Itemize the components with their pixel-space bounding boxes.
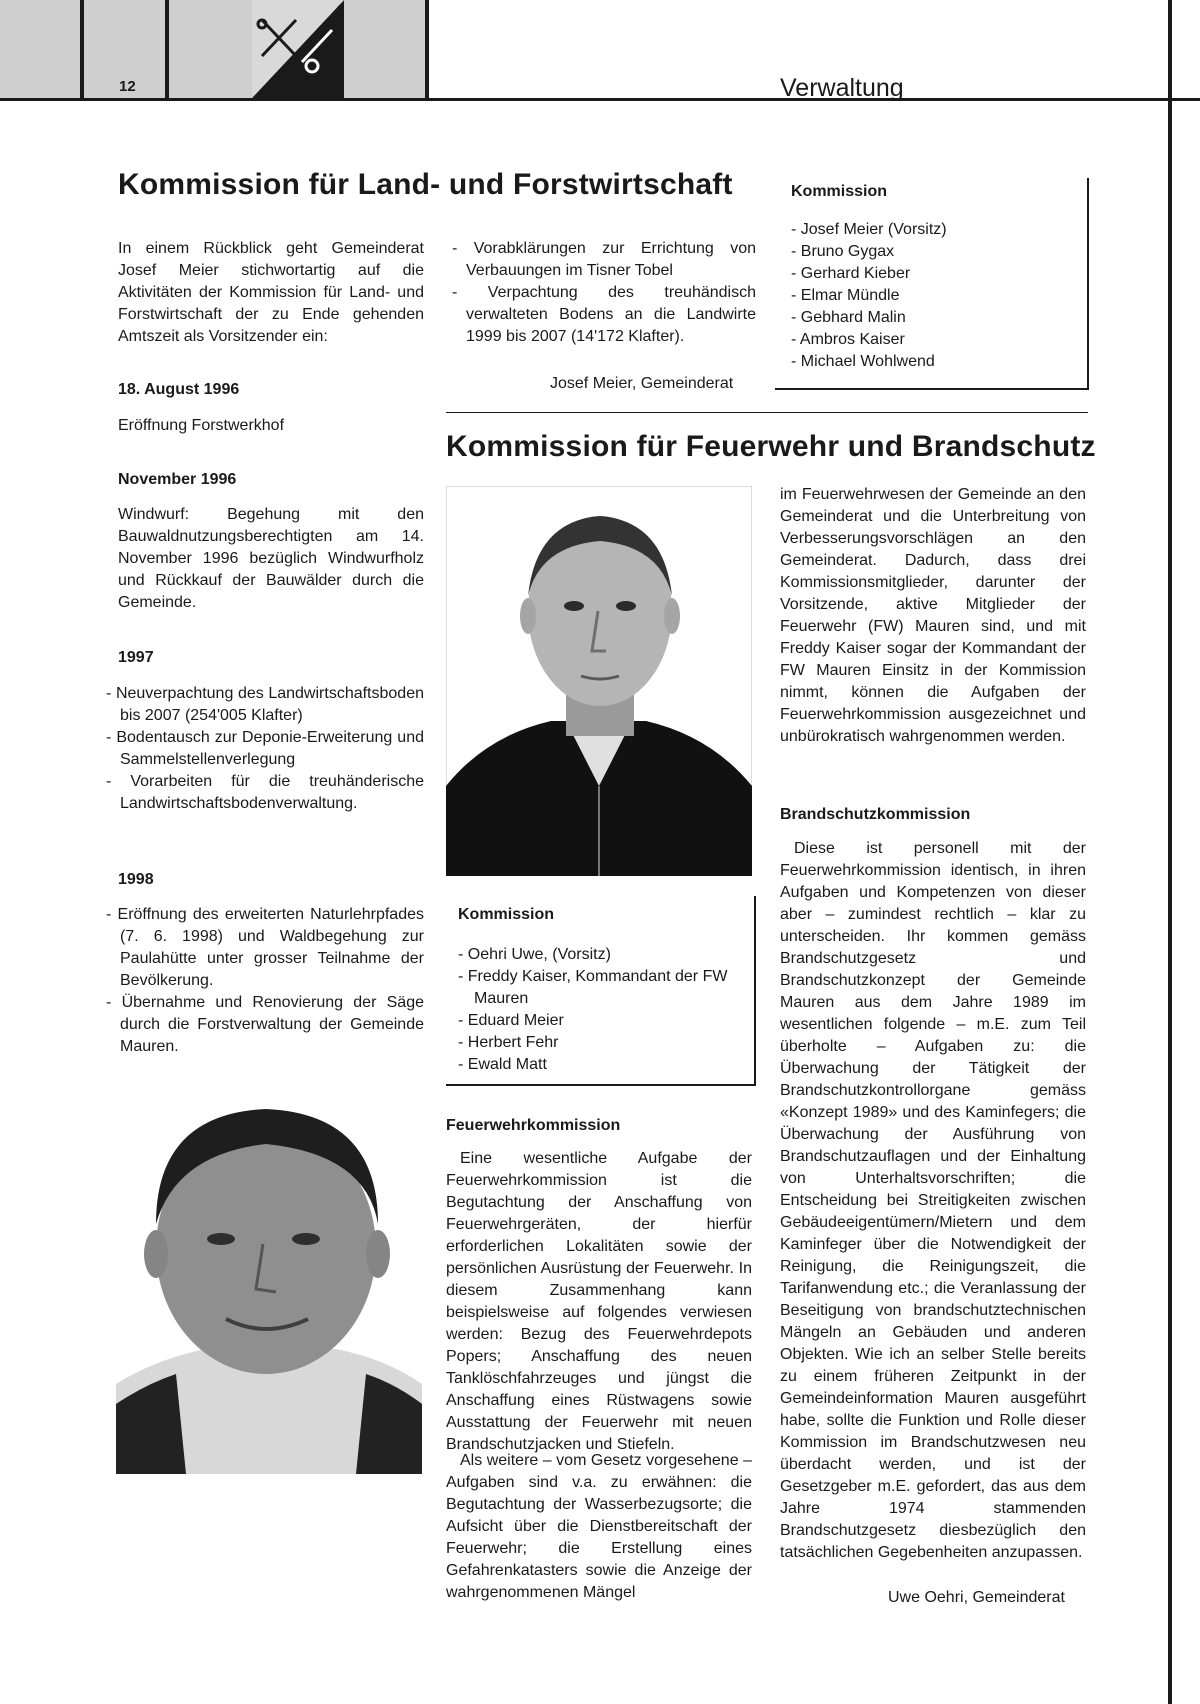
list-item: - Gebhard Malin <box>791 309 906 326</box>
feuerwehrkommission-para-1: Eine wesentliche Aufgabe der Feuerwehrkommission ist die Begutachtung der Anschaffung von Feuerwehrgeräten, der hierfür erforderlichen Lokalitäten sowie der persönlichen Ausrüstung der Feuerwehr. In diesem Zusammenhang kann beispielsweise auf folgendes verwiesen werden: Bezug des Feuerwehrdepots Popers; Anschaffung des neuen Tanklöschfahrzeuges und jüngst die Anschaffung eines Rüstwagens sowie Ausstattung der Feuerwehr mit neuen Brandschutzjacken und Stiefeln. <box>446 1150 752 1453</box>
list-item: - Oehri Uwe, (Vorsitz) <box>458 946 611 963</box>
header-bar-2 <box>165 0 169 98</box>
list-item: - Bodentausch zur Deponie-Erweiterung und Sammelstellenverlegung <box>106 729 424 768</box>
feuerwehr-title: Kommission für Feuerwehr und Brandschutz <box>446 430 1096 463</box>
list-item: - Josef Meier (Vorsitz) <box>791 221 947 238</box>
list-item: - Neuverpachtung des Landwirtschaftsboden bis 2007 (254'005 Klafter) <box>106 685 424 724</box>
brandschutz-signature: Uwe Oehri, Gemeinderat <box>888 1589 1065 1606</box>
list-item: - Eduard Meier <box>458 1012 564 1029</box>
list-item: - Ewald Matt <box>458 1056 547 1073</box>
list-item: - Verpachtung des treuhändisch verwalteten Bodens an die Landwirte 1999 bis 2007 (14'172 Klafter). <box>452 284 756 345</box>
list-item: - Eröffnung des erweiterten Naturlehrpfades (7. 6. 1998) und Waldbegehung zur Paulahütte unter grosser Teilnahme der Bevölkerung. <box>106 906 424 989</box>
entry-text-nov-1996: Windwurf: Begehung mit den Bauwaldnutzungsberechtigten am 14. November 1996 bezüglich Windwurfholz und Rückkauf der Bauwälder durch die Gemeinde. <box>118 506 424 611</box>
list-item: - Vorabklärungen zur Errichtung von Verbauungen im Tisner Tobel <box>452 240 756 279</box>
entry-date-nov-1996: November 1996 <box>118 471 237 488</box>
list-item: - Elmar Mündle <box>791 287 900 304</box>
land-forst-intro: In einem Rückblick geht Gemeinderat Josef Meier stichwortartig auf die Aktivitäten der Kommission für Land- und Forstwirtschaft der zu Ende gehenden Amtszeit als Vorsitzender ein: <box>118 240 424 345</box>
section-divider <box>446 412 1088 413</box>
year-1997-list <box>106 683 424 815</box>
header-rule <box>0 98 1200 101</box>
feuerwehr-col3-para: im Feuerwehrwesen der Gemeinde an den Gemeinderat und die Unterbreitung von Verbesserungsvorschlägen an den Gemeinderat. Dadurch, dass drei Kommissionsmitglieder, darunter der Vorsitzende, aktive Mitglieder der Feuerwehr (FW) Mauren sind, und mit Freddy Kaiser sogar der Kommandant der FW Mauren Einsitz in der Kommission nimmt, können die Aufgaben der Feuerwehrkommission ausgezeichnet und unbürokratisch wahrgenommen werden. <box>780 486 1086 745</box>
list-item: - Herbert Fehr <box>458 1034 559 1051</box>
commission-member-list <box>791 219 1087 373</box>
entry-date-aug-1996: 18. August 1996 <box>118 381 240 398</box>
feuerwehrkommission-para-2: Als weitere – vom Gesetz vorgesehene – Aufgaben sind v.a. zu erwähnen: die Begutachtung der Wasserbezugsorte; die Aufsicht über die Dienstbereitschaft der Feuerwehr; die Erstellung eines Gefahrenkatasters sowie die Anzeige der wahrgenommenen Mängel <box>446 1452 752 1601</box>
brandschutz-heading: Brandschutzkommission <box>780 806 971 823</box>
feuerwehr-commission-box <box>446 896 756 1086</box>
list-item: - Vorarbeiten für die treuhänderische Landwirtschaftsbodenverwaltung. <box>106 773 424 812</box>
commission-box-title: Kommission <box>458 906 555 923</box>
land-forst-col2-list <box>452 238 756 348</box>
land-forst-signature: Josef Meier, Gemeinderat <box>550 375 734 392</box>
entry-text-aug-1996: Eröffnung Forstwerkhof <box>118 417 285 434</box>
list-item: - Gerhard Kieber <box>791 265 911 282</box>
header-bar-4 <box>425 0 429 98</box>
list-item: - Ambros Kaiser <box>791 331 905 348</box>
page-number: 12 <box>119 78 136 95</box>
list-item: - Übernahme und Renovierung der Säge durch die Forstverwaltung der Gemeinde Mauren. <box>106 994 424 1055</box>
right-edge-rule <box>1168 0 1172 1704</box>
feuerwehrkommission-heading: Feuerwehrkommission <box>446 1117 621 1134</box>
header-band <box>0 0 425 100</box>
section-title: Verwaltung <box>780 74 904 102</box>
header-bar-1 <box>80 0 84 98</box>
crossed-tools-emblem-icon <box>252 0 344 98</box>
list-item: - Michael Wohlwend <box>791 353 935 370</box>
year-1997-label: 1997 <box>118 649 154 666</box>
commission-member-list <box>458 944 754 1076</box>
list-item: - Freddy Kaiser, Kommandant der FW Mauren <box>458 968 728 1007</box>
land-forst-title: Kommission für Land- und Forstwirtschaft <box>118 168 733 201</box>
brandschutz-para: Diese ist personell mit der Feuerwehrkommission identisch, in ihren Aufgaben und Kompetenzen von dieser aber – zumindest rechtlich – klar zu unterscheiden. Ihr kommen gemäss Brandschutzgesetz und Brandschutzkonzept der Gemeinde Mauren aus dem Jahre 1989 im wesentlichen folgende – m.E. zum Teil überholte – Aufgaben zu: die Überwachung der Tätigkeit der Brandschutzkontrollorgane gemäss «Konzept 1989» und des Kaminfegers; die Überwachung der Ausführung von Brandschutzauflagen und der Einhaltung von Unterhaltsvorschriften; die Entscheidung bei Streitigkeiten zwischen Gebäudeeigentümern/Mietern und dem Kaminfeger über die Notwendigkeit der Reinigung, die Reinigungszeit, die Tarifanwendung etc.; die Veranlassung der Beseitigung von brandschutztechnischen Mängeln an Gebäuden und anderen Objekten. Wie ich an selber Stelle bereits zu einem früheren Zeitpunkt in der Gemeindeinformation Mauren ausgeführt habe, sollte die Funktion und Rolle dieser Kommission im Brandschutzwesen neu überdacht werden, und ist der Gesetzgeber m.E. gefordert, das aus dem Jahre 1974 stammenden Brandschutzgesetz diesbezüglich den tatsächlichen Gegebenheiten anzupassen. <box>780 840 1086 1561</box>
year-1998-label: 1998 <box>118 871 154 888</box>
commission-box-title: Kommission <box>791 183 888 200</box>
year-1998-list <box>106 904 424 1058</box>
portrait-photo-josef-meier <box>116 1074 422 1474</box>
portrait-photo-uwe-oehri <box>446 486 752 876</box>
list-item: - Bruno Gygax <box>791 243 895 260</box>
land-forst-commission-box <box>775 178 1089 390</box>
